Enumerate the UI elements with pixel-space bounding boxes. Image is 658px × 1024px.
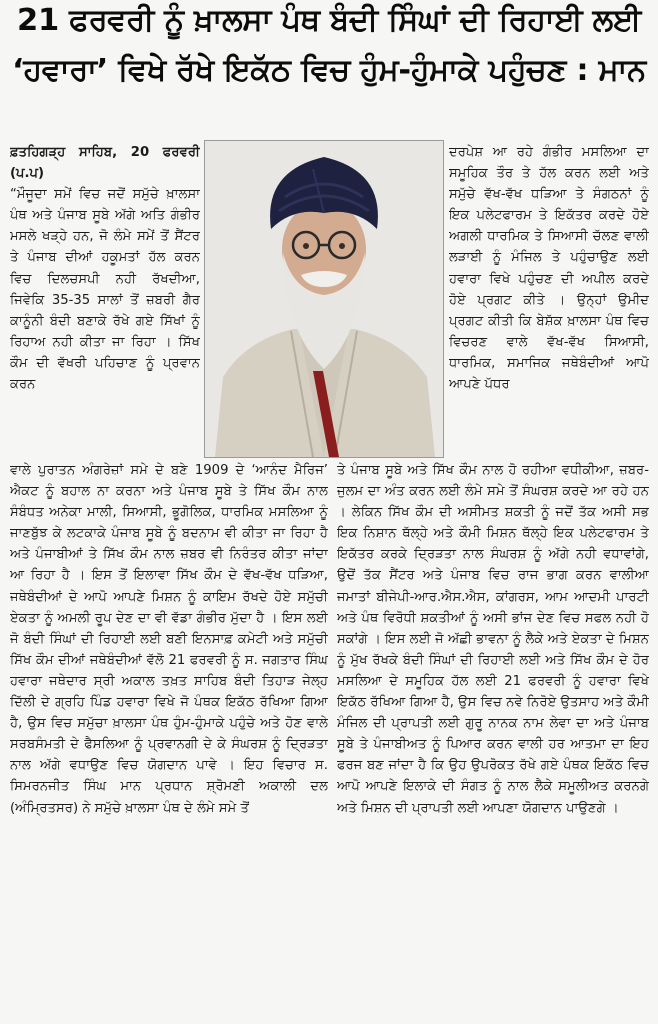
article-column-left xyxy=(10,142,200,460)
article-column-right xyxy=(449,142,649,460)
headline-line-2: ‘ਹਵਾਰਾ’ ਵਿਖੇ ਰੱਖੇ ਇਕੱਠ ਵਿਚ ਹੁੰਮ-ਹੁੰਮਾਕੇ ਪਹੁੰਚਣ : ਮਾਨ xyxy=(12,53,646,88)
dateline: ਫ਼ਤਹਿਗੜ੍ਹ ਸਾਹਿਬ, 20 ਫਰਵਰੀ (ਪ.ਪ) xyxy=(10,145,200,182)
portrait-illustration xyxy=(205,141,443,457)
headline-line-1: 21 ਫਰਵਰੀ ਨੂੰ ਖ਼ਾਲਸਾ ਪੰਥ ਬੰਦੀ ਸਿੰਘਾਂ ਦੀ ਰਿਹਾਈ ਲਈ xyxy=(17,3,641,38)
portrait-photo xyxy=(204,140,444,458)
article-text-bottom-left: ਵਾਲੇ ਪੁਰਾਤਨ ਅੰਗਰੇਜ਼ਾਂ ਸਮੇ ਦੇ ਬਣੇ 1909 ਦੇ ‘ਆਨੰਦ ਮੈਰਿਜ’ ਐਕਟ ਨੂੰ ਬਹਾਲ ਨਾ ਕਰਨਾ ਅਤੇ ਪੰਜਾਬ ਸੂਬੇ ਤੇ ਸਿੱਖ ਕੌਮ ਨਾਲ ਸੰਬੰਧਤ ਅਨੇਕਾ ਮਾਲੀ, ਸਿਆਸੀ, ਭੂਗੋਲਿਕ, ਧਾਰਮਿਕ ਮਸਲਿਆ ਨੂੰ ਜਾਣਬੁੱਝ ਕੇ ਲਟਕਾਕੇ ਪੰਜਾਬ ਸੂਬੇ ਨੂੰ ਬਦਨਾਮ ਵੀ ਕੀਤਾ ਜਾ ਰਿਹਾ ਹੈ ਅਤੇ ਪੰਜਾਬੀਆਂ ਤੇ ਸਿੱਖ ਕੌਮ ਨਾਲ ਜ਼ਬਰ ਵੀ ਨਿਰੰਤਰ ਕੀਤਾ ਜਾਂਦਾ ਆ ਰਿਹਾ ਹੈ । ਇਸ ਤੋਂ ਇਲਾਵਾ ਸਿੱਖ ਕੌਮ ਦੇ ਵੱਖ-ਵੱਖ ਧੜਿਆ, ਜਥੇਬੰਦੀਆਂ ਦੇ ਆਪੋ ਆਪਣੇ ਮਿਸ਼ਨ ਨੂੰ ਕਾਇਮ ਰੱਖਦੇ ਹੋਏ ਸਮੁੱਚੀ ਏਕਤਾ ਨੂੰ ਅਮਲੀ ਰੂਪ ਦੇਣ ਦਾ ਵੀ ਵੱਡਾ ਗੰਭੀਰ ਮੁੱਦਾ ਹੈ । ਇਸ ਲਈ ਜੋ ਬੰਦੀ ਸਿੰਘਾਂ ਦੀ ਰਿਹਾਈ ਲਈ ਬਣੀ ਇਨਸਾਫ਼ ਕਮੇਟੀ ਅਤੇ ਸਮੁੱਚੀ ਸਿੱਖ ਕੌਮ ਦੀਆਂ ਜਥੇਬੰਦੀਆਂ ਵੱਲੋ 21 ਫਰਵਰੀ ਨੂੰ ਸ. ਜਗਤਾਰ ਸਿੰਘ ਹਵਾਰਾ ਜਥੇਦਾਰ ਸ੍ਰੀ ਅਕਾਲ ਤਖ਼ਤ ਸਾਹਿਬ ਬੰਦੀ ਤਿਹਾੜ ਜੇਲ੍ਹ ਦਿੱਲੀ ਦੇ ਗ੍ਰਹਿ ਪਿੰਡ ਹਵਾਰਾ ਵਿਖੇ ਜੋ ਪੰਥਕ ਇਕੱਠ ਰੱਖਿਆ ਗਿਆ ਹੈ, ਉਸ ਵਿਚ ਸਮੁੱਚਾ ਖ਼ਾਲਸਾ ਪੰਥ ਹੁੰਮ-ਹੁੰਮਾਕੇ ਪਹੁੰਚੇ ਅਤੇ ਹੋਣ ਵਾਲੇ ਸਰਬਸੰਮਤੀ ਦੇ ਫੈਸਲਿਆ ਨੂੰ ਪ੍ਰਵਾਨਗੀ ਦੇ ਕੇ ਸੰਘਰਸ਼ ਨੂੰ ਦ੍ਰਿੜਤਾ ਨਾਲ ਅੱਗੇ ਵਧਾਉਣ ਵਿਚ ਯੋਗਦਾਨ ਪਾਵੇ । ਇਹ ਵਿਚਾਰ ਸ. ਸਿਮਰਨਜੀਤ ਸਿੰਘ ਮਾਨ ਪ੍ਰਧਾਨ ਸ਼੍ਰੋਮਣੀ ਅਕਾਲੀ ਦਲ (ਅੰਮ੍ਰਿਤਸਰ) ਨੇ ਸਮੁੱਚੇ ਖ਼ਾਲਸਾ ਪੰਥ ਦੇ ਲੰਮੇ ਸਮੇ ਤੋਂ xyxy=(10,463,328,816)
article-column-bottom-right xyxy=(337,460,649,1016)
article-text-bottom-right: ਤੇ ਪੰਜਾਬ ਸੂਬੇ ਅਤੇ ਸਿੱਖ ਕੌਮ ਨਾਲ ਹੋ ਰਹੀਆ ਵਧੀਕੀਆ, ਜ਼ਬਰ-ਜੁਲਮ ਦਾ ਅੰਤ ਕਰਨ ਲਈ ਲੰਮੇ ਸਮੇ ਤੋਂ ਸੰਘਰਸ਼ ਕਰਦੇ ਆ ਰਹੇ ਹਨ । ਲੇਕਿਨ ਸਿੱਖ ਕੌਮ ਦੀ ਅਸੀਮਤ ਸ਼ਕਤੀ ਨੂੰ ਜਦੋਂ ਤੱਕ ਅਸੀ ਸਭ ਇਕ ਨਿਸ਼ਾਨ ਥੱਲ੍ਹੇ ਅਤੇ ਕੌਮੀ ਮਿਸ਼ਨ ਥੱਲ੍ਹੇ ਇਕ ਪਲੇਟਫਾਰਮ ਤੇ ਇਕੱਤਰ ਕਰਕੇ ਦ੍ਰਿੜਤਾ ਨਾਲ ਸੰਘਰਸ਼ ਨੂੰ ਅੱਗੇ ਨਹੀ ਵਧਾਵਾਂਗੇ, ਉਦੋਂ ਤੱਕ ਸੈਂਟਰ ਅਤੇ ਪੰਜਾਬ ਵਿਚ ਰਾਜ ਭਾਗ ਕਰਨ ਵਾਲੀਆ ਜਮਾਤਾਂ ਬੀਜੇਪੀ-ਆਰ.ਐਸ.ਐਸ, ਕਾਂਗਰਸ, ਆਮ ਆਦਮੀ ਪਾਰਟੀ ਅਤੇ ਪੰਥ ਵਿਰੋਧੀ ਸ਼ਕਤੀਆਂ ਨੂੰ ਅਸੀ ਭਾਂਜ ਦੇਣ ਵਿਚ ਸਫਲ ਨਹੀ ਹੋ ਸਕਾਂਗੇ । ਇਸ ਲਈ ਜੋ ਅੱਛੀ ਭਾਵਨਾ ਨੂੰ ਲੈਕੇ ਅਤੇ ਏਕਤਾ ਦੇ ਮਿਸ਼ਨ ਨੂੰ ਮੁੱਖ ਰੱਖਕੇ ਬੰਦੀ ਸਿੰਘਾਂ ਦੀ ਰਿਹਾਈ ਲਈ ਅਤੇ ਸਿੱਖ ਕੌਮ ਦੇ ਹੋਰ ਮਸਲਿਆ ਦੇ ਸਮੂਹਿਕ ਹੱਲ ਲਈ 21 ਫਰਵਰੀ ਨੂੰ ਹਵਾਰਾ ਵਿਖੇ ਇਕੱਠ ਰੱਖਿਆ ਗਿਆ ਹੈ, ਉਸ ਵਿਚ ਨਵੇ ਨਿਰੋਏ ਉਤਸਾਹ ਅਤੇ ਕੌਮੀ ਮੰਜਿਲ ਦੀ ਪ੍ਰਾਪਤੀ ਲਈ ਗੁਰੂ ਨਾਨਕ ਨਾਮ ਲੇਵਾ ਦਾ ਅਤੇ ਪੰਜਾਬ ਸੂਬੇ ਤੇ ਪੰਜਾਬੀਅਤ ਨੂੰ ਪਿਆਰ ਕਰਨ ਵਾਲੀ ਹਰ ਆਤਮਾ ਦਾ ਇਹ ਫਰਜ ਬਣ ਜਾਂਦਾ ਹੈ ਕਿ ਉਹ ਉਪਰੋਕਤ ਰੱਖੇ ਗਏ ਪੰਥਕ ਇਕੱਠ ਵਿਚ ਆਪੋ ਆਪਣੇ ਇਲਾਕੇ ਦੀ ਸੰਗਤ ਨੂੰ ਨਾਲ ਲੈਕੇ ਸਮੂਲੀਅਤ ਕਰਨਗੇ ਅਤੇ ਮਿਸ਼ਨ ਦੀ ਪ੍ਰਾਪਤੀ ਲਈ ਆਪਣਾ ਯੋਗਦਾਨ ਪਾਉਣਗੇ । xyxy=(337,463,649,816)
article-column-bottom-left xyxy=(10,460,328,1016)
article-text-right: ਦਰਪੇਸ਼ ਆ ਰਹੇ ਗੰਭੀਰ ਮਸਲਿਆ ਦਾ ਸਮੂਹਿਕ ਤੌਰ ਤੇ ਹੱਲ ਕਰਨ ਲਈ ਅਤੇ ਸਮੁੱਚੇ ਵੱਖ-ਵੱਖ ਧੜਿਆ ਤੇ ਸੰਗਠਨਾਂ ਨੂੰ ਇਕ ਪਲੇਟਫਾਰਮ ਤੇ ਇਕੱਤਰ ਕਰਦੇ ਹੋਏ ਅਗਲੀ ਧਾਰਮਿਕ ਤੇ ਸਿਆਸੀ ਚੱਲਣ ਵਾਲੀ ਲੜਾਈ ਨੂੰ ਮੰਜਿਲ ਤੇ ਪਹੁੰਚਾਉਣ ਲਈ ਹਵਾਰਾ ਵਿਖੇ ਪਹੁੰਚਣ ਦੀ ਅਪੀਲ ਕਰਦੇ ਹੋਏ ਪ੍ਰਗਟ ਕੀਤੇ । ਉਨ੍ਹਾਂ ਉਮੀਦ ਪ੍ਰਗਟ ਕੀਤੀ ਕਿ ਬੇਸ਼ੱਕ ਖ਼ਾਲਸਾ ਪੰਥ ਵਿਚ ਵਿਚਰਣ ਵਾਲੇ ਵੱਖ-ਵੱਖ ਸਿਆਸੀ, ਧਾਰਮਿਕ, ਸਮਾਜਿਕ ਜਥੇਬੰਦੀਆਂ ਆਪੋ ਆਪਣੇ ਪੱਧਰ xyxy=(449,145,649,393)
article-text-left: “ਮੌਜੂਦਾ ਸਮੇਂ ਵਿਚ ਜਦੋਂ ਸਮੁੱਚੇ ਖ਼ਾਲਸਾ ਪੰਥ ਅਤੇ ਪੰਜਾਬ ਸੂਬੇ ਅੱਗੇ ਅਤਿ ਗੰਭੀਰ ਮਸਲੇ ਖੜ੍ਹੇ ਹਨ, ਜੋ ਲੰਮੇ ਸਮੇਂ ਤੋਂ ਸੈਂਟਰ ਤੇ ਪੰਜਾਬ ਦੀਆਂ ਹਕੂਮਤਾਂ ਹੱਲ ਕਰਨ ਵਿਚ ਦਿਲਚਸਪੀ ਨਹੀ ਰੱਖਦੀਆ, ਜਿਵੇਕਿ 35-35 ਸਾਲਾਂ ਤੋਂ ਜ਼ਬਰੀ ਗੈਰ ਕਾਨੂੰਨੀ ਬੰਦੀ ਬਣਾਕੇ ਰੱਖੇ ਗਏ ਸਿੱਖਾਂ ਨੂੰ ਰਿਹਾਅ ਨਹੀ ਕੀਤਾ ਜਾ ਰਿਹਾ । ਸਿੱਖ ਕੌਮ ਦੀ ਵੱਖਰੀ ਪਹਿਚਾਣ ਨੂੰ ਪ੍ਰਵਾਨ ਕਰਨ xyxy=(10,187,200,393)
